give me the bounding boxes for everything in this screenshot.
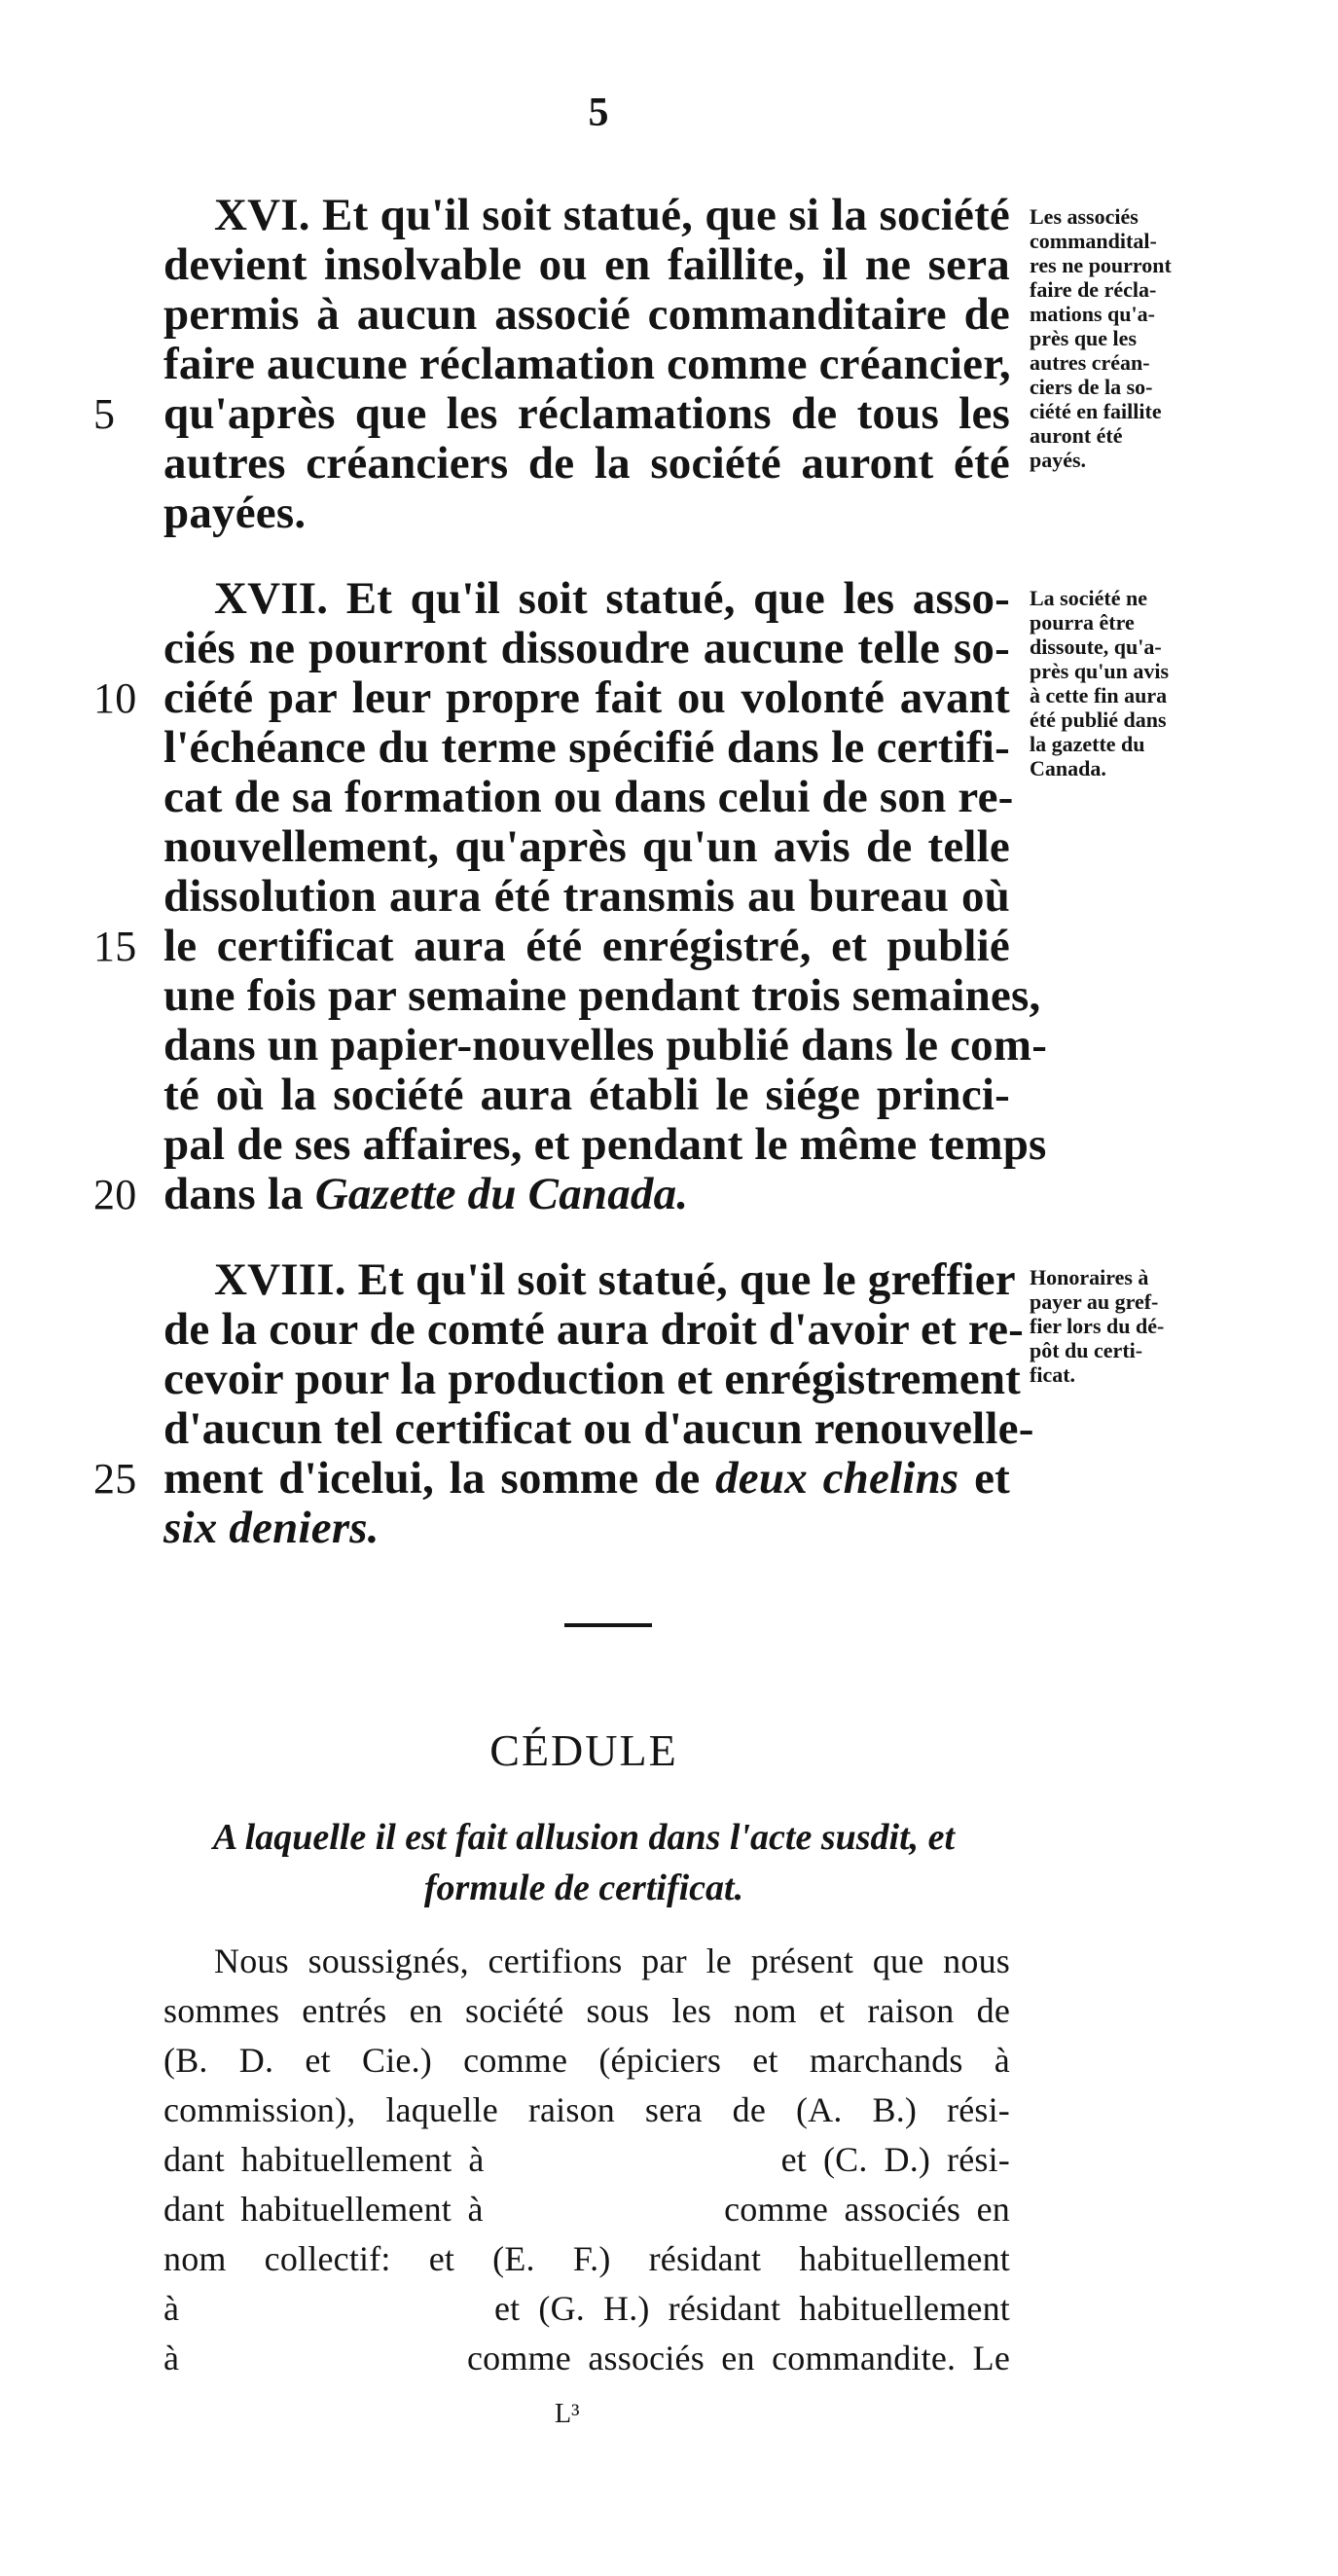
side-note-line: près que les — [1030, 326, 1137, 350]
side-note-line: auront été — [1030, 423, 1123, 448]
form-line: à et (G. H.) résidant habituellement — [163, 2289, 1010, 2328]
side-note-line: mations qu'a- — [1030, 302, 1155, 326]
side-note-line: dissoute, qu'a- — [1030, 635, 1162, 659]
side-note-fees — [1030, 1265, 1236, 1387]
text-line: devient insolvable ou en faillite, il ne sera — [163, 239, 1010, 290]
text-line: faire aucune réclamation comme créancier, — [163, 339, 1011, 389]
text-line: autres créanciers de la société auront été — [163, 438, 1010, 489]
text-line — [93, 672, 1010, 723]
text-line: ciés ne pourront dissoudre aucune telle so- — [163, 623, 1010, 673]
side-note-line: à cette fin aura — [1030, 683, 1168, 707]
text-line: XVIII. Et qu'il soit statué, que le greffier — [214, 1254, 1016, 1305]
text-line: cevoir pour la production et enrégistrement — [163, 1354, 1022, 1404]
text-line: payées. — [163, 488, 307, 538]
side-note-line: près qu'un avis — [1030, 659, 1170, 683]
certificate-form-text — [163, 1937, 1010, 2383]
form-line: sommes entrés en société sous les nom et raison de — [163, 1991, 1010, 2030]
section-xvi — [93, 190, 1011, 538]
subtitle-line: A laquelle il est fait allusion dans l'acte susdit, et — [212, 1817, 956, 1858]
side-note-associates — [1030, 204, 1236, 472]
side-note-line: fier lors du dé- — [1030, 1314, 1165, 1338]
text-line — [93, 1453, 1010, 1504]
text-line-content: ciété par leur propre fait ou volonté avant — [163, 672, 1010, 723]
side-note-line: pôt du certi- — [1030, 1338, 1143, 1362]
text-line: nouvellement, qu'après qu'un avis de telle — [163, 821, 1010, 872]
line-number: 5 — [93, 390, 116, 438]
line-number: 15 — [93, 923, 137, 970]
text-line-content: le certificat aura été enrégistré, et publié — [163, 921, 1010, 971]
section-divider — [564, 1623, 652, 1627]
form-line: nom collectif: et (E. F.) résidant habituellement — [163, 2239, 1010, 2278]
side-note-line: ciers de la so- — [1030, 375, 1153, 399]
form-line: dant habituellement à comme associés en — [163, 2190, 1010, 2229]
section-xvii — [93, 573, 1048, 1219]
line-number: 10 — [93, 674, 137, 722]
text-line: dissolution aura été transmis au bureau où — [163, 871, 1010, 922]
subtitle-line: formule de certificat. — [423, 1868, 744, 1908]
side-note-line: Honoraires à — [1030, 1265, 1149, 1289]
text-line-content: ment d'icelui, la somme de — [163, 1453, 716, 1504]
form-line: dant habituellement à et (C. D.) rési- — [163, 2140, 1010, 2179]
gazette-title: Gazette du Canada. — [314, 1169, 689, 1219]
side-note-line: Les associés — [1030, 204, 1139, 229]
signature-mark: L³ — [555, 2399, 580, 2429]
side-note-line: La société ne — [1030, 586, 1147, 610]
text-line: d'aucun tel certificat ou d'aucun renouvelle- — [163, 1403, 1034, 1454]
text-line: six deniers. — [163, 1503, 380, 1553]
text-line-content: qu'après que les réclamations de tous les — [163, 388, 1010, 439]
form-line: (B. D. et Cie.) comme (épiciers et marchands à — [163, 2041, 1010, 2080]
side-note-line: payés. — [1030, 448, 1087, 472]
text-line — [93, 388, 1010, 439]
connector-word: et — [974, 1453, 1010, 1504]
section-xviii — [93, 1254, 1034, 1553]
text-line: dans un papier-nouvelles publié dans le com- — [163, 1020, 1048, 1070]
text-line — [93, 1169, 1010, 1219]
line-number: 25 — [93, 1455, 137, 1503]
text-line — [93, 921, 1010, 971]
page-number: 5 — [588, 91, 609, 135]
text-line: permis à aucun associé commanditaire de — [163, 289, 1010, 340]
side-note-line: la gazette du — [1030, 732, 1145, 756]
text-line: XVII. Et qu'il soit statué, que les asso- — [214, 573, 1010, 624]
side-note-line: ciété en faillite — [1030, 399, 1162, 423]
side-note-line: payer au gref- — [1030, 1289, 1159, 1314]
text-line: té où la société aura établi le siége princi- — [163, 1070, 1010, 1120]
form-line: Nous soussignés, certifions par le présent que nous — [214, 1941, 1010, 1980]
text-line: l'échéance du terme spécifié dans le certifi- — [163, 722, 1010, 773]
side-note-dissolution — [1030, 586, 1236, 780]
text-line: une fois par semaine pendant trois semaines, — [163, 970, 1041, 1021]
text-line: pal de ses affaires, et pendant le même temps — [163, 1119, 1047, 1170]
schedule-subtitle — [156, 1812, 1012, 1913]
form-line: à comme associés en commandite. Le — [163, 2339, 1010, 2377]
side-note-line: commandital- — [1030, 229, 1157, 253]
line-number: 20 — [93, 1171, 137, 1218]
side-note-line: Canada. — [1030, 756, 1106, 780]
side-note-line: res ne pourront — [1030, 253, 1172, 277]
side-note-line: ficat. — [1030, 1362, 1076, 1387]
side-note-line: pourra être — [1030, 610, 1135, 635]
side-note-line: autres créan- — [1030, 350, 1150, 375]
text-line: XVI. Et qu'il soit statué, que si la société — [214, 190, 1010, 240]
side-note-line: été publié dans — [1030, 707, 1167, 732]
fee-amount: deux chelins — [715, 1453, 975, 1504]
text-line: de la cour de comté aura droit d'avoir et re- — [163, 1304, 1025, 1355]
text-line-content: dans la — [163, 1169, 315, 1219]
schedule-title: CÉDULE — [489, 1725, 678, 1775]
side-note-line: faire de récla- — [1030, 277, 1157, 302]
form-line: commission), laquelle raison sera de (A. B.) rési- — [163, 2090, 1010, 2129]
text-line: cat de sa formation ou dans celui de son re- — [163, 772, 1014, 822]
